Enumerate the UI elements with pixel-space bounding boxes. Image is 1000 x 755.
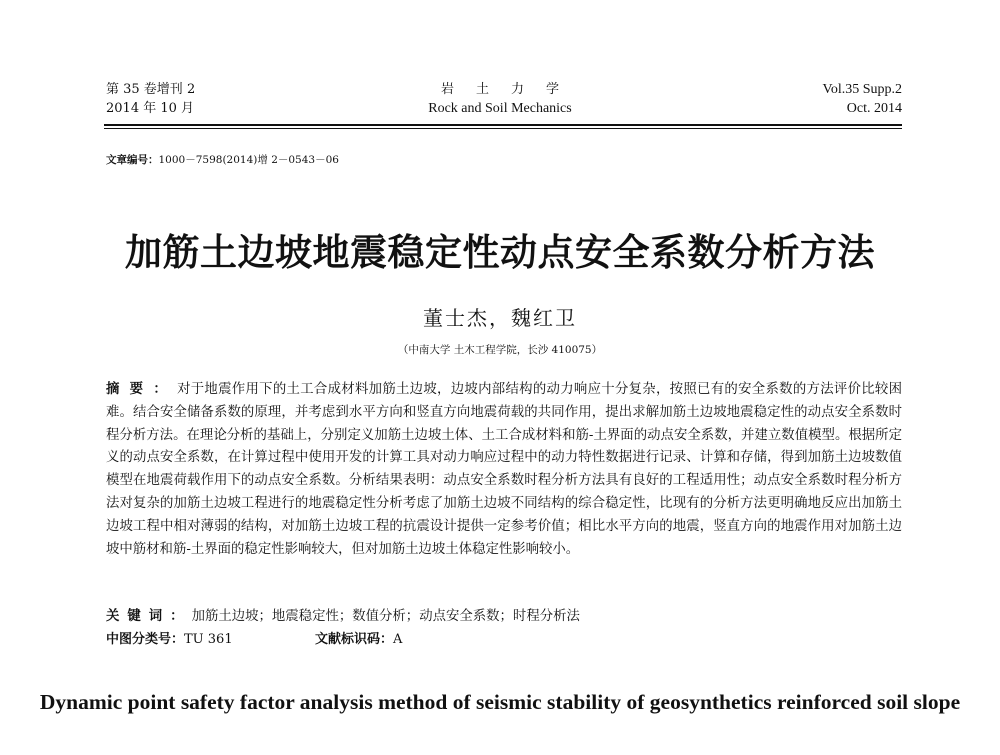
volume-en: Vol.35 Supp.2 <box>822 82 902 97</box>
header-rule-thick <box>104 124 902 126</box>
keywords-label: 关键词： <box>106 609 192 624</box>
article-number-value: 1000－7598(2014)增 2－0543－06 <box>158 154 339 166</box>
keywords-text: 加筋土边坡；地震稳定性；数值分析；动点安全系数；时程分析法 <box>191 609 580 624</box>
paper-title-cn: 加筋土边坡地震稳定性动点安全系数分析方法 <box>125 231 875 274</box>
classification-number <box>106 628 233 647</box>
journal-name <box>380 80 620 118</box>
volume-cn: 第 35 卷增刊 2 <box>106 82 196 97</box>
date-en: Oct. 2014 <box>846 101 902 116</box>
document-code <box>315 628 402 647</box>
classification-label: 中图分类号： <box>106 632 185 647</box>
article-number <box>106 152 339 167</box>
abstract-text: 对于地震作用下的土工合成材料加筋土边坡，边坡内部结构的动力响应十分复杂，按照已有的安全系数的方法评价比较困难。结合安全储备系数的原理，并考虑到水平方向和竖直方向地震荷载的共同作用，提出求解加筋土边坡地震稳定性的动点安全系数时程分析方法。在理论分析的基础上，分别定义加筋土边坡土体、土工合成材料和筋-土界面的动点安全系数，并建立数值模型。根据所定义的动点安全系数，在计算过程中使用开发的计算工具对动力响应过程中的动力特性数据进行记录、计算和存储，得到加筋土边坡数值模型在地震荷载作用下的动点安全系数。分析结果表明：动点安全系数时程分析方法具有良好的工程适用性；动点安全系数时程分析方法对复杂的加筋土边坡工程进行的地震稳定性分析考虑了加筋土边坡不同结构的综合稳定性，比现有的分析方法更明确地反应出加筋土边坡工程中相对薄弱的结构，对加筋土边坡工程的抗震设计提供一定参考价值；相比水平方向的地震，竖直方向的地震作用对加筋土边坡中筋材和筋-土界面的稳定性影响较大，但对加筋土边坡土体稳定性影响较小。 <box>106 382 903 557</box>
document-code-label: 文献标识码： <box>315 632 394 647</box>
document-code-value: A <box>393 632 403 647</box>
authors: 董士杰，魏红卫 <box>423 306 577 330</box>
journal-issue-info-en <box>823 80 902 118</box>
journal-name-en: Rock and Soil Mechanics <box>428 101 572 116</box>
journal-name-cn: 岩土力学 <box>440 82 581 97</box>
article-number-label: 文章编号： <box>106 154 159 166</box>
abstract <box>106 379 902 561</box>
abstract-label: 摘要： <box>106 382 178 397</box>
date-cn: 2014 年 10 月 <box>106 101 195 116</box>
classification-value: TU 361 <box>184 632 233 647</box>
header-rule-thin <box>104 128 902 129</box>
journal-issue-info-cn <box>106 80 195 118</box>
affiliation: （中南大学 土木工程学院，长沙 410075） <box>397 344 603 356</box>
keywords <box>106 605 580 624</box>
paper-title-en: Dynamic point safety factor analysis method of seismic stability of geosynthetics reinforced soil slope <box>39 690 961 714</box>
